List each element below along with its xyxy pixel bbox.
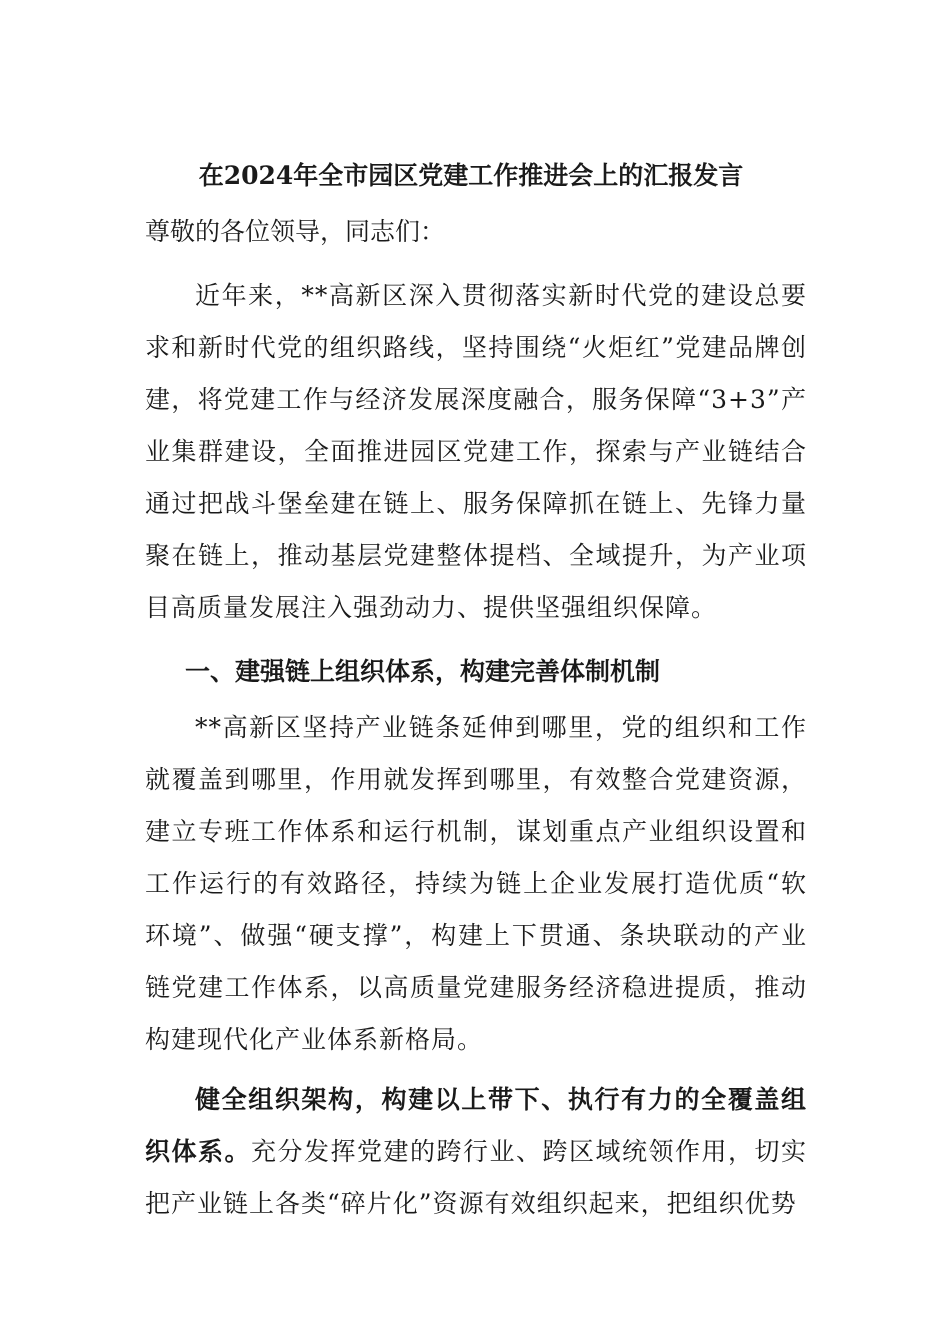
document-title: 在2024年全市园区党建工作推进会上的汇报发言 <box>198 161 744 190</box>
section-heading-1: 一、建强链上组织体系，构建完善体制机制 <box>185 657 661 686</box>
subsection-1-body: 充分发挥党建的跨行业、跨区域统领作用，切实把产业链上各类“碎片化”资源有效组织起来，把组织优势 <box>145 1137 807 1218</box>
salutation: 尊敬的各位领导，同志们： <box>145 217 446 246</box>
document-page <box>145 150 807 1230</box>
subsection-1-lead: 健全组织架构，构建以上带下、执行有力的全覆盖组织体系。 <box>145 1085 807 1166</box>
section-1-paragraph: **高新区坚持产业链条延伸到哪里，党的组织和工作就覆盖到哪里，作用就发挥到哪里，有效整合党建资源，建立专班工作体系和运行机制，谋划重点产业组织设置和工作运行的有效路径，持续为链上企业发展打造优质“软环境”、做强“硬支撑”，构建上下贯通、条块联动的产业链党建工作体系，以高质量党建服务经济稳进提质，推动构建现代化产业体系新格局。 <box>145 713 807 1054</box>
intro-paragraph: 近年来，**高新区深入贯彻落实新时代党的建设总要求和新时代党的组织路线，坚持围绕“火炬红”党建品牌创建，将党建工作与经济发展深度融合，服务保障“3+3”产业集群建设，全面推进园区党建工作，探索与产业链结合通过把战斗堡垒建在链上、服务保障抓在链上、先锋力量聚在链上，推动基层党建整体提档、全域提升，为产业项目高质量发展注入强劲动力、提供坚强组织保障。 <box>145 281 807 622</box>
subsection-1-paragraph <box>145 1074 807 1230</box>
